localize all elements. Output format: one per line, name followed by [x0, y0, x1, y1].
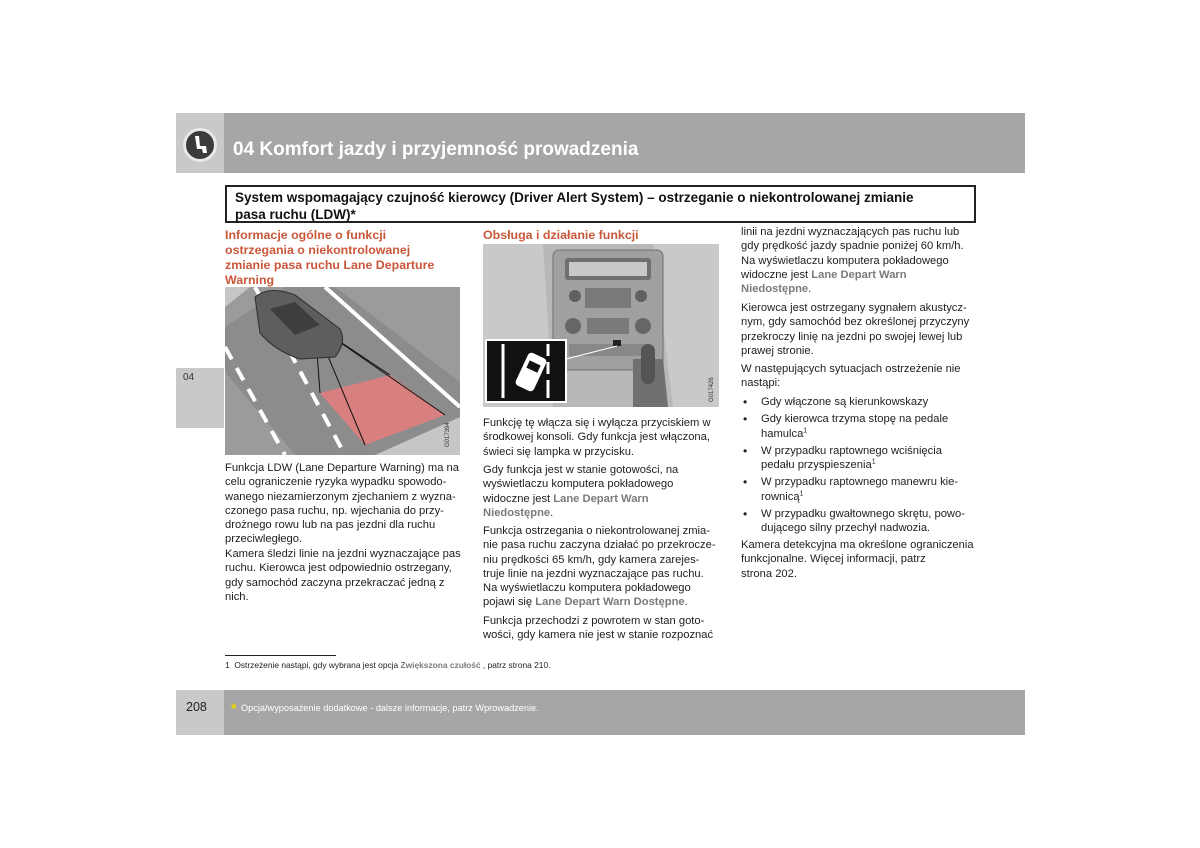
text-line: drożnego rowu lub na pas jezdni dla ruchu	[225, 519, 436, 532]
text-line: Na wyświetlaczu komputera pokładowego	[483, 582, 691, 595]
seat-icon	[183, 128, 217, 162]
text-line	[483, 595, 723, 609]
col1-heading-line: Informacje ogólne o funkcji	[225, 228, 387, 242]
display-message: Lane Depart Warn	[553, 492, 649, 505]
col1-paragraph	[225, 461, 465, 547]
section-title-box	[225, 185, 976, 223]
footer-note: Opcja/wyposażenie dodatkowe - dalsze informacje, patrz Wprowadzenie.	[241, 703, 539, 713]
text-line: • W przypadku gwałtownego skrętu, powo-	[761, 508, 965, 521]
text-span: Ostrzeżenie nastąpi, gdy wybrana jest opcja	[234, 660, 401, 670]
text-line: wyświetlaczu komputera pokładowego	[483, 478, 674, 491]
text-line: prawej stronie.	[741, 344, 814, 357]
exception-list	[741, 395, 981, 539]
text-line: nastąpi:	[741, 377, 781, 390]
text-line: środkowej konsoli. Gdy funkcja jest włączona,	[483, 431, 710, 444]
text-span: pojawi się	[483, 596, 536, 609]
text-line: Funkcję tę włącza się i wyłącza przyciskiem w	[483, 417, 711, 429]
text-line	[483, 492, 723, 506]
text-line: Funkcja przechodzi z powrotem w stan goto-	[483, 615, 705, 627]
text-line: przeciwległego.	[225, 533, 303, 546]
text-line: niu prędkości 65 km/h, gdy kamera zarejes-	[483, 553, 700, 566]
text-line	[741, 282, 981, 296]
text-line: • Gdy kierowca trzyma stopę na pedale	[761, 413, 949, 426]
text-span: rownicą	[761, 490, 800, 503]
text-line: linii na jezdni wyznaczających pas ruchu lub	[741, 226, 960, 238]
col2-paragraph	[483, 524, 723, 610]
text-line: czonego pasa ruchu, np. wjechania do przy-	[225, 504, 444, 517]
text-line: Na wyświetlaczu komputera pokładowego	[741, 254, 949, 267]
text-span: .	[684, 596, 688, 609]
text-span: widoczne jest	[483, 492, 554, 505]
section-title-line2: pasa ruchu (LDW)*	[235, 207, 356, 222]
text-line: gdy samochód zaczyna przekraczać jedną z	[225, 576, 445, 589]
display-message: Niedostępne	[741, 283, 809, 296]
col3-paragraph	[741, 225, 981, 296]
footnote	[225, 660, 550, 670]
col3-paragraph	[741, 362, 981, 391]
col1-heading-line: ostrzegania o niekontrolowanej	[225, 243, 411, 257]
page-number: 208	[186, 700, 207, 714]
text-line: strona 202.	[741, 567, 797, 580]
text-line: celu ograniczenie ryzyka wypadku spowodo-	[225, 476, 447, 489]
setting-name: Zwiększona czułość	[400, 660, 481, 670]
display-message: Lane Depart Warn Dostępne	[535, 596, 685, 609]
footnote-ref: 1	[799, 490, 804, 498]
footnote-number: 1	[225, 660, 230, 670]
footnote-ref: 1	[871, 458, 876, 466]
text-line: • Gdy włączone są kierunkowskazy	[761, 396, 929, 408]
footnote-ref: 1	[803, 426, 808, 434]
text-line: Kamera śledzi linie na jezdni wyznaczające pas	[225, 548, 461, 560]
text-line: ruchu. Kierowca jest odpowiednio ostrzegany,	[225, 562, 452, 575]
display-message: Niedostępne	[483, 506, 551, 519]
text-span: .	[550, 506, 554, 519]
optional-equipment-star: *	[231, 700, 237, 716]
text-line: przekroczy linię na jezdni po swojej lewej lub	[741, 330, 963, 343]
list-item	[741, 475, 981, 504]
list-item	[741, 412, 981, 441]
text-line: truje linie na jezdni wyznaczające pas ruchu.	[483, 567, 704, 580]
text-span: widoczne jest	[741, 268, 812, 281]
col2-heading: Obsługa i działanie funkcji	[483, 228, 719, 247]
footnote-divider	[225, 655, 336, 656]
text-line	[761, 458, 981, 472]
figure-code: G017394	[445, 422, 451, 447]
col3-paragraph	[741, 538, 981, 581]
col1-heading	[225, 228, 460, 288]
text-line	[483, 506, 723, 520]
chapter-side-tab-label: 04	[183, 372, 195, 383]
display-message: Lane Depart Warn	[811, 268, 907, 281]
text-line: wanego niezamierzonym zjechaniem z wyzna-	[225, 490, 456, 503]
text-line: Funkcja LDW (Lane Departure Warning) ma na	[225, 462, 459, 474]
list-item	[741, 507, 981, 536]
text-line: funkcjonalne. Więcej informacji, patrz	[741, 553, 926, 566]
center-console-illustration	[483, 244, 719, 407]
text-line: nie pasa ruchu zaczyna działać po przekrocze-	[483, 539, 716, 552]
text-line: nich.	[225, 590, 249, 603]
text-line: dującego silny przechył nadwozia.	[761, 522, 931, 535]
text-span: .	[808, 283, 812, 296]
text-line	[761, 427, 981, 441]
text-line: Kierowca jest ostrzegany sygnałem akustycz-	[741, 302, 967, 314]
text-line	[741, 268, 981, 282]
chapter-title: 04 Komfort jazdy i przyjemność prowadzenia	[233, 139, 639, 160]
section-title-line1: System wspomagający czujność kierowcy (Driver Alert System) – ostrzeganie o niekontrolowanej zmianie	[235, 190, 914, 205]
text-line: Funkcja ostrzegania o niekontrolowanej zmia-	[483, 525, 710, 537]
col2-paragraph	[483, 416, 723, 459]
text-span: pedału przyspieszenia	[761, 459, 872, 472]
text-line: gdy prędkość jazdy spadnie poniżej 60 km/h.	[741, 240, 964, 253]
list-item	[741, 395, 981, 409]
col1-paragraph	[225, 547, 465, 604]
text-line: W następujących sytuacjach ostrzeżenie nie	[741, 363, 961, 375]
text-line: świeci się lampka w przycisku.	[483, 445, 635, 458]
figure-code: G017426	[709, 377, 715, 402]
text-span: hamulca	[761, 427, 804, 440]
text-line: wości, gdy kamera nie jest w stanie rozpoznać	[483, 629, 714, 642]
col2-paragraph	[483, 614, 723, 643]
lane-departure-illustration	[225, 287, 460, 455]
list-item	[741, 444, 981, 473]
text-line: Kamera detekcyjna ma określone ograniczenia	[741, 539, 974, 551]
text-line: • W przypadku raptownego manewru kie-	[761, 476, 959, 489]
col1-heading-line: zmianie pasa ruchu Lane Departure	[225, 258, 435, 272]
text-span: , patrz strona 210.	[480, 660, 551, 670]
text-line: Gdy funkcja jest w stanie gotowości, na	[483, 464, 679, 476]
text-line: nym, gdy samochód bez określonej przyczyny	[741, 316, 970, 329]
col1-heading-line: Warning	[225, 273, 275, 287]
col2-paragraph	[483, 463, 723, 520]
text-line	[761, 490, 981, 504]
text-line: • W przypadku raptownego wciśnięcia	[761, 444, 942, 457]
col3-paragraph	[741, 301, 981, 358]
